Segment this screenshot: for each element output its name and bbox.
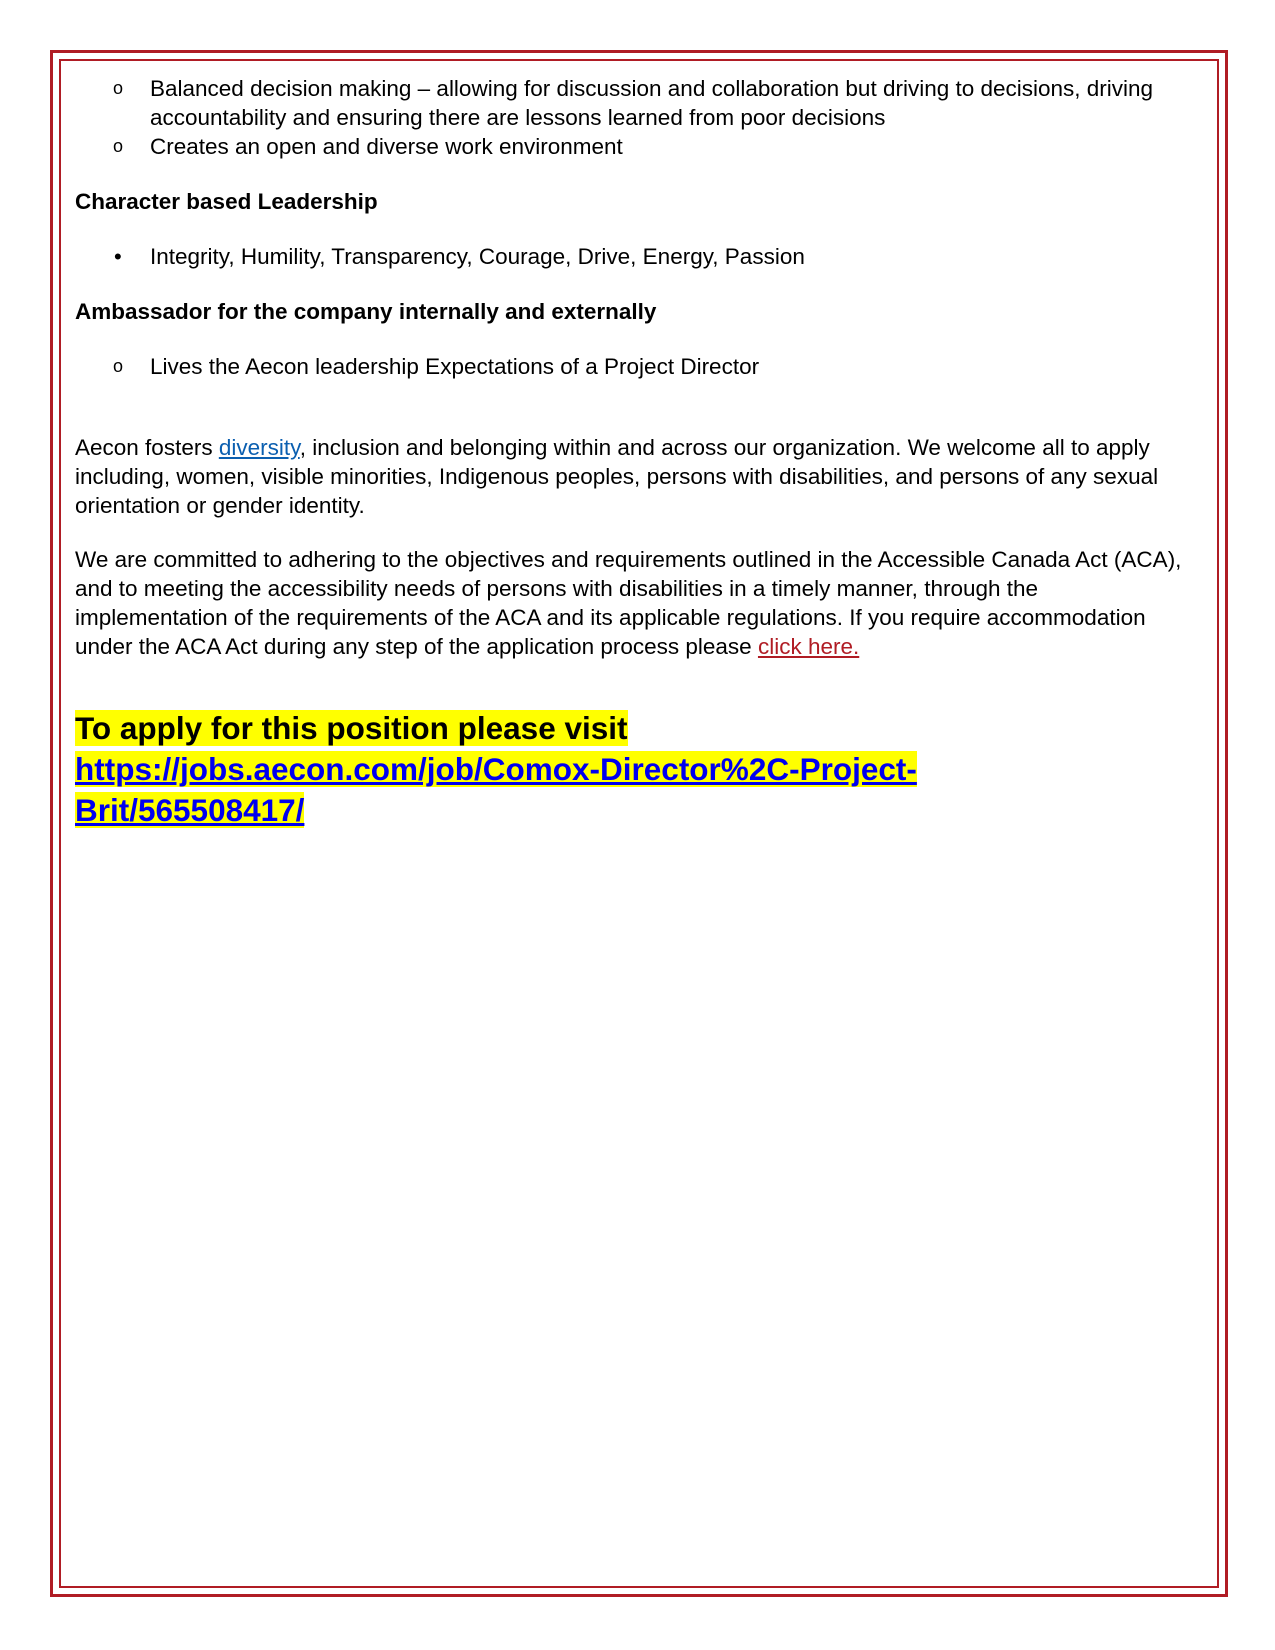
apply-text: To apply for this position please visit — [75, 710, 628, 746]
apply-block — [75, 708, 1190, 831]
ambassador-heading: Ambassador for the company internally and externally — [75, 299, 657, 324]
list-item: • Integrity, Humility, Transparency, Courage, Drive, Energy, Passion — [114, 244, 805, 269]
character-heading: Character based Leadership — [75, 189, 378, 214]
list-item: o Lives the Aecon leadership Expectations of a Project Director — [113, 354, 760, 379]
leadership-sublist — [75, 74, 1190, 161]
ambassador-list — [75, 352, 1190, 381]
hollow-circle-bullet-icon: o — [113, 356, 124, 376]
accessibility-paragraph: We are committed to adhering to the objectives and requirements outlined in the Accessible Canada Act (ACA), and to meeting the accessibility needs of persons with disabilities in a timely manner, through the implementation of the requirements of the ACA and its applicable regulations. If you require accommodation under the ACA Act during any step of the application process please click here. — [75, 547, 1182, 659]
list-item: o Balanced decision making – allowing for discussion and collaboration but driving to decisions, driving accountability and ensuring there are lessons learned from poor decisions — [113, 76, 1154, 130]
hollow-circle-bullet-icon: o — [113, 78, 124, 98]
diversity-link[interactable]: diversity — [218, 435, 300, 460]
document-content — [75, 74, 1190, 831]
filled-bullet-icon: • — [114, 244, 122, 269]
apply-url-link[interactable]: https://jobs.aecon.com/job/Comox-Director%2C-Project- — [75, 751, 917, 787]
character-list — [75, 242, 1190, 271]
accommodation-link[interactable]: click here. — [757, 634, 860, 659]
list-item: o Creates an open and diverse work environment — [113, 134, 623, 159]
diversity-paragraph: Aecon fosters diversity, inclusion and belonging within and across our organization. We welcome all to apply including, women, visible minorities, Indigenous peoples, persons with disabilities, and persons of any sexual orientation or gender identity. — [75, 435, 1159, 518]
apply-url-link-continued[interactable]: Brit/565508417/ — [75, 792, 305, 828]
hollow-circle-bullet-icon: o — [113, 136, 124, 156]
